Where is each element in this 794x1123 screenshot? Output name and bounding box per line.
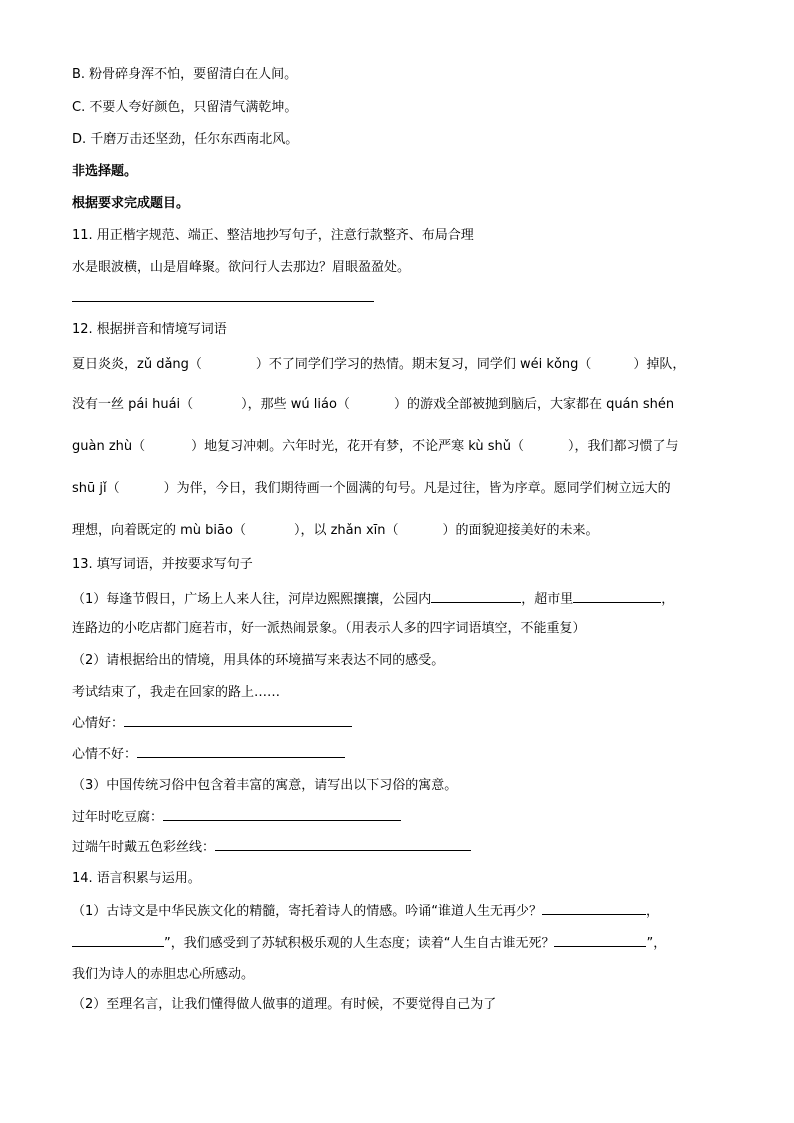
q13-part1-line1	[72, 590, 674, 609]
q12-line-3	[72, 438, 679, 456]
blank-poem-3[interactable]	[554, 934, 646, 947]
q13-part1-line2: 连路边的小吃店都门庭若市，好一派热闹景象。（用表示人多的四字词语填空，不能重复）	[72, 621, 586, 636]
q13-text: ，	[661, 592, 675, 607]
q11-title: 11. 用正楷字规范、端正、整洁地抄写句子，注意行款整齐、布局合理	[72, 228, 474, 243]
q12-text: ），那些 wú liáo（	[241, 397, 350, 412]
q12-text: ）的游戏全部被抛到脑后，大家都在 quán shén	[393, 397, 675, 412]
q12-line-4	[72, 480, 671, 498]
blank-good-mood[interactable]	[124, 714, 352, 727]
q13-title: 13. 填写词语，并按要求写句子	[72, 557, 253, 572]
option-c: C. 不要人夸好颜色，只留清气满乾坤。	[72, 100, 298, 115]
q13-text: （1）每逢节假日，广场上人来人往，河岸边熙熙攘攘，公园内	[72, 592, 432, 607]
blank-park[interactable]	[431, 590, 521, 603]
q12-text: 夏日炎炎，zǔ dǎng（	[72, 357, 202, 372]
q13-silk	[72, 838, 471, 857]
q13-text: 过年时吃豆腐：	[72, 810, 164, 825]
q12-line-2	[72, 396, 674, 414]
q13-part2: （2）请根据给出的情境，用具体的环境描写来表达不同的感受。	[72, 653, 445, 668]
q12-text: ）地复习冲刺。六年时光，花开有梦，不论严寒 kù shǔ（	[191, 439, 525, 454]
q13-part3: （3）中国传统习俗中包含着丰富的寓意，请写出以下习俗的寓意。	[72, 778, 458, 793]
option-b: B. 粉骨碎身浑不怕，要留清白在人间。	[72, 67, 298, 82]
q12-text: shū jǐ（	[72, 481, 120, 496]
blank-supermarket[interactable]	[573, 590, 661, 603]
q13-text: 心情好：	[72, 716, 125, 731]
q12-line-5	[72, 522, 599, 540]
q14-text: ”，我们感受到了苏轼积极乐观的人生态度；读着“人生自古谁无死？	[164, 936, 555, 951]
q14-part1-line1	[72, 902, 659, 921]
q14-part1-line2	[72, 934, 666, 953]
q14-part1-line3: 我们为诗人的赤胆忠心所感动。	[72, 967, 255, 982]
q13-text: 心情不好：	[72, 747, 138, 762]
q13-text: ，超市里	[521, 592, 574, 607]
q12-text: ）不了同学们学习的热情。期末复习，同学们 wéi kǒng（	[255, 357, 592, 372]
q12-text: ）的面貌迎接美好的未来。	[442, 523, 599, 538]
q13-text: 过端午时戴五色彩丝线：	[72, 840, 216, 855]
blank-tofu[interactable]	[163, 808, 401, 821]
q12-text: ），我们都习惯了与	[568, 439, 679, 454]
blank-poem-2[interactable]	[72, 934, 164, 947]
q12-text: guàn zhù（	[72, 439, 146, 454]
blank-poem-1[interactable]	[542, 902, 646, 915]
q13-part2-context: 考试结束了，我走在回家的路上……	[72, 685, 281, 700]
blank-silk[interactable]	[215, 838, 471, 851]
q12-text: 没有一丝 pái huái（	[72, 397, 194, 412]
q14-text: （1）古诗文是中华民族文化的精髓，寄托着诗人的情感。吟诵“谁道人生无再少？	[72, 904, 543, 919]
option-d: D. 千磨万击还坚劲，任尔东西南北风。	[72, 132, 299, 147]
section-subtitle: 根据要求完成题目。	[72, 196, 190, 211]
q12-title: 12. 根据拼音和情境写词语	[72, 322, 227, 337]
q11-answer-line[interactable]	[72, 301, 374, 302]
q13-tofu	[72, 808, 401, 827]
q14-title: 14. 语言积累与运用。	[72, 871, 201, 886]
q12-text: ），以 zhǎn xīn（	[293, 523, 399, 538]
q11-sentence: 水是眼波横，山是眉峰聚。欲问行人去那边？眉眼盈盈处。	[72, 260, 411, 275]
q12-text: 理想，向着既定的 mù biāo（	[72, 523, 246, 538]
q13-good-mood	[72, 714, 352, 733]
blank-bad-mood[interactable]	[137, 745, 345, 758]
q13-bad-mood	[72, 745, 345, 764]
q14-part2: （2）至理名言，让我们懂得做人做事的道理。有时候，不要觉得自己为了	[72, 997, 497, 1012]
q12-text: ）为伴，今日，我们期待画一个圆满的句号。凡是过往，皆为序章。愿同学们树立远大的	[163, 481, 671, 496]
q12-text: ）掉队，	[633, 357, 686, 372]
q14-text: ，	[646, 904, 660, 919]
section-title: 非选择题。	[72, 164, 138, 179]
q14-text: ”，	[646, 936, 667, 951]
q12-line-1	[72, 356, 685, 374]
